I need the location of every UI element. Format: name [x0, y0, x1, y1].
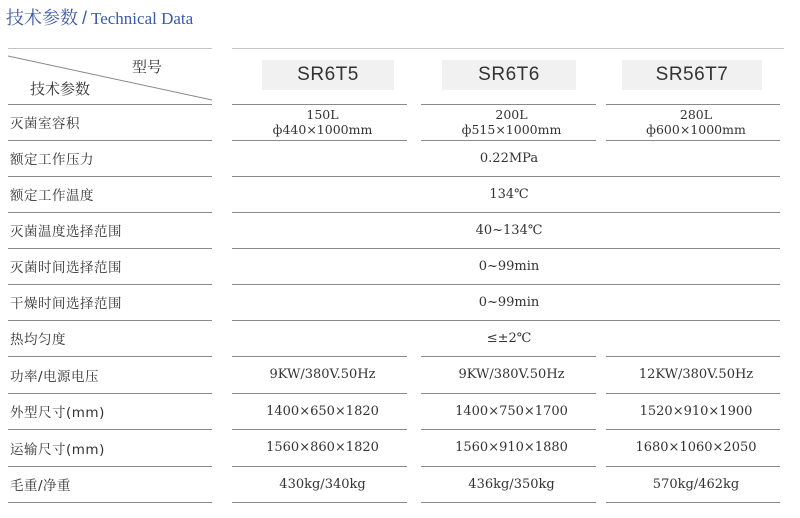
value-cell: 9KW/380V.50Hz	[458, 367, 565, 382]
row-label: 毛重/净重	[10, 478, 72, 494]
merged-value-cell: 0.22MPa	[479, 150, 539, 166]
value-line: 280L	[679, 107, 713, 122]
table-row	[0, 212, 800, 248]
row-label: 干燥时间选择范围	[10, 296, 122, 312]
row-label: 热均匀度	[10, 332, 66, 348]
value-cell: 1560×860×1820	[266, 440, 379, 455]
model-sr6t6: SR6T6	[442, 60, 576, 90]
value-line: 150L	[306, 107, 339, 122]
value-cell: 9KW/380V.50Hz	[269, 367, 376, 382]
table-row	[0, 284, 800, 320]
header-param-label: 技术参数	[30, 80, 91, 98]
row-label: 灭菌室容积	[10, 116, 80, 132]
row-divider	[421, 502, 596, 503]
value-cell: 1400×650×1820	[266, 403, 379, 419]
value-cell: 12KW/380V.50Hz	[638, 367, 754, 382]
row-divider	[606, 502, 780, 503]
value-line: ф600×1000mm	[646, 122, 746, 137]
row-divider	[8, 502, 212, 503]
value-cell: 430kg/340kg	[279, 476, 366, 492]
value-line: ф515×1000mm	[461, 122, 562, 137]
value-cell	[421, 104, 602, 140]
table-row	[0, 176, 800, 212]
model-sr56t7: SR56T7	[622, 60, 762, 90]
value-line: 200L	[495, 107, 528, 122]
value-cell: 570kg/462kg	[652, 476, 740, 492]
value-line: ф440×1000mm	[272, 122, 373, 137]
page-title	[6, 4, 193, 30]
table-row	[0, 356, 800, 393]
table-row	[0, 320, 800, 356]
merged-value-cell: ≤±2℃	[486, 330, 532, 346]
value-cell: 1680×1060×2050	[635, 440, 757, 455]
row-label: 外型尺寸(mm)	[10, 405, 105, 421]
value-cell: 1520×910×1900	[639, 403, 753, 419]
row-label: 额定工作压力	[10, 152, 94, 168]
merged-value-cell: 0~99min	[478, 258, 540, 274]
model-sr6t5: SR6T5	[262, 60, 394, 90]
title-cn: 技术参数	[6, 8, 78, 29]
table-row	[0, 393, 800, 429]
value-cell: 1400×750×1700	[455, 403, 568, 419]
row-label: 额定工作温度	[10, 188, 94, 204]
table-row	[0, 429, 800, 466]
title-en: Technical Data	[91, 9, 194, 28]
row-label: 灭菌时间选择范围	[10, 260, 122, 276]
header-model-label: 型号	[132, 58, 163, 76]
row-label: 运输尺寸(mm)	[10, 441, 105, 458]
merged-value-cell: 0~99min	[478, 294, 540, 310]
table-row	[0, 104, 800, 140]
title-separator: /	[82, 8, 88, 28]
table-row	[0, 466, 800, 502]
merged-value-cell: 134℃	[489, 186, 529, 202]
row-label: 灭菌温度选择范围	[10, 224, 122, 240]
value-cell	[606, 104, 786, 140]
value-cell: 436kg/350kg	[468, 476, 555, 492]
table-header	[0, 48, 800, 104]
row-label: 功率/电源电压	[10, 368, 100, 385]
value-cell: 1560×910×1880	[455, 440, 568, 455]
table-row	[0, 140, 800, 176]
value-cell	[232, 104, 413, 140]
table-row	[0, 248, 800, 284]
row-divider	[232, 502, 407, 503]
merged-value-cell: 40~134℃	[475, 222, 543, 238]
